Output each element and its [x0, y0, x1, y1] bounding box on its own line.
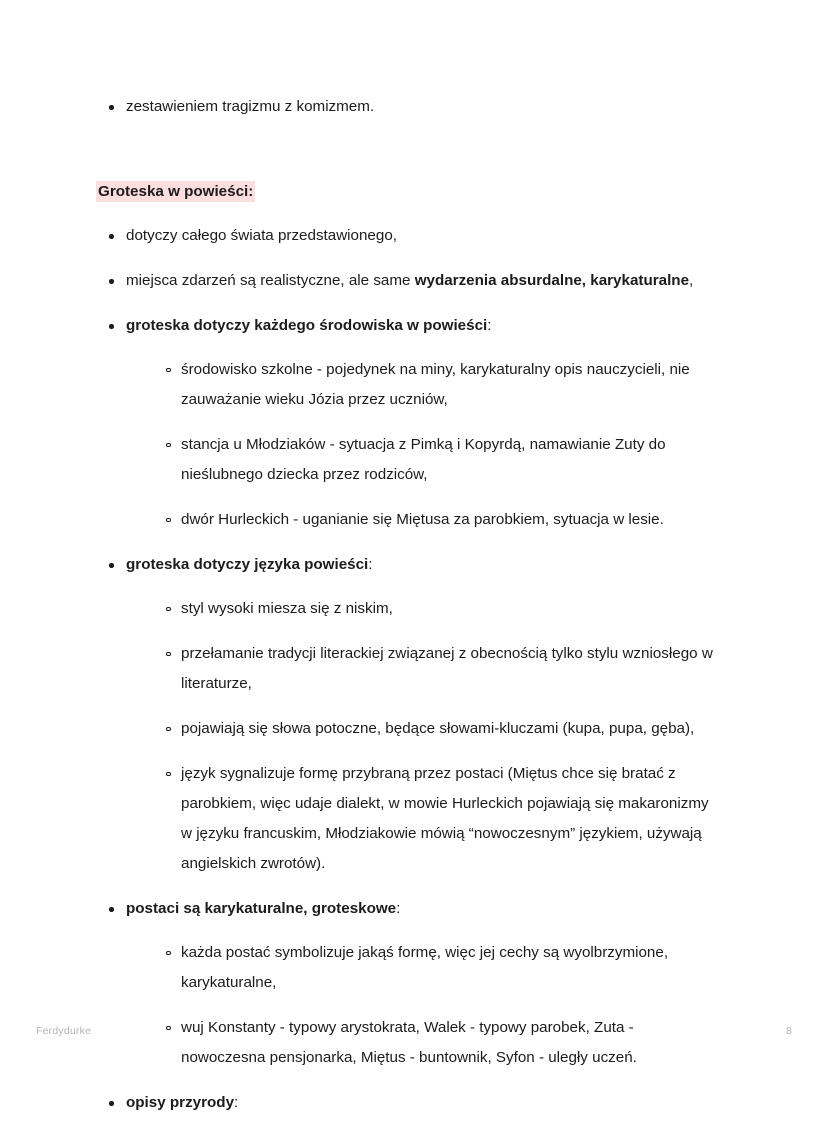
- footer-page-number: 8: [785, 1025, 792, 1037]
- sub-item-text: język sygnalizuje formę przybraną przez postaci (Miętus chce się bratać z parobkiem, więc udaje dialekt, w mowie Hurleckich pojawiają się makaronizmy w języku francuskim, Młodziakowie mówią “nowoczesnym” językiem, używają angielskich zwrotów).: [181, 765, 709, 872]
- list-item: [152, 759, 720, 879]
- list-item: [96, 550, 720, 879]
- page-footer: [36, 1025, 792, 1037]
- list-item-text-tail: ,: [689, 272, 694, 289]
- list-item-text-tail: :: [487, 317, 492, 334]
- section-spacer: [96, 137, 720, 177]
- list-item: [152, 938, 720, 998]
- section-bullet-list: [96, 221, 720, 1118]
- nested-list-wrapper: [126, 938, 720, 1073]
- sub-item-text: stancja u Młodziaków - sytuacja z Pimką i Kopyrdą, namawianie Zuty do nieślubnego dziecka przez rodziców,: [181, 436, 666, 483]
- sub-item-text: każda postać symbolizuje jakąś formę, więc jej cechy są wyolbrzymione, karykaturalne,: [181, 944, 669, 991]
- sub-bullet-list: [152, 355, 720, 535]
- sub-item-text: wuj Konstanty - typowy arystokrata, Walek - typowy parobek, Zuta - nowoczesna pensjonarka, Miętus - buntownik, Syfon - uległy uczeń.: [181, 1019, 637, 1066]
- list-item: [96, 266, 720, 296]
- sub-bullet-list: [152, 938, 720, 1073]
- sub-item-text: pojawiają się słowa potoczne, będące słowami-kluczami (kupa, pupa, gęba),: [181, 720, 695, 737]
- list-item: [152, 639, 720, 699]
- list-item: [152, 505, 720, 535]
- section-heading-highlight: Groteska w powieści:: [98, 183, 254, 200]
- list-item: [96, 92, 720, 122]
- list-item-text-tail: :: [234, 1094, 239, 1111]
- list-item: [96, 221, 720, 251]
- list-item-text-tail: :: [396, 900, 401, 917]
- nested-list-wrapper: [126, 355, 720, 535]
- page-content: [96, 92, 720, 1133]
- nested-list-wrapper: [126, 594, 720, 879]
- list-item-bold: groteska dotyczy języka powieści: [126, 556, 369, 573]
- list-item-bold: wydarzenia absurdalne, karykaturalne: [414, 272, 690, 289]
- list-item: [96, 1088, 720, 1118]
- list-item-text-tail: :: [368, 556, 373, 573]
- sub-item-text: środowisko szkolne - pojedynek na miny, karykaturalny opis nauczycieli, nie zauważanie wieku Józia przez uczniów,: [181, 361, 690, 408]
- list-item-bold: opisy przyrody: [126, 1094, 235, 1111]
- list-item-bold: groteska dotyczy każdego środowiska w powieści: [126, 317, 488, 334]
- list-item-text: zestawieniem tragizmu z komizmem.: [126, 98, 375, 115]
- sub-item-text: dwór Hurleckich - uganianie się Miętusa za parobkiem, sytuacja w lesie.: [181, 511, 664, 528]
- section-heading-row: [96, 177, 720, 207]
- footer-document-title: Ferdydurke: [36, 1025, 92, 1037]
- list-item: [152, 430, 720, 490]
- list-item: [152, 594, 720, 624]
- list-item: [152, 1013, 720, 1073]
- list-item-bold: postaci są karykaturalne, groteskowe: [126, 900, 397, 917]
- list-item: [96, 311, 720, 535]
- list-item: [152, 355, 720, 415]
- top-bullet-list: [96, 92, 720, 122]
- sub-item-text: styl wysoki miesza się z niskim,: [181, 600, 393, 617]
- sub-item-text: przełamanie tradycji literackiej związanej z obecnością tylko stylu wzniosłego w literaturze,: [181, 645, 713, 692]
- list-item-text: dotyczy całego świata przedstawionego,: [126, 227, 397, 244]
- list-item: [152, 714, 720, 744]
- list-item-text: miejsca zdarzeń są realistyczne, ale same: [126, 272, 415, 289]
- list-item: [96, 894, 720, 1073]
- sub-bullet-list: [152, 594, 720, 879]
